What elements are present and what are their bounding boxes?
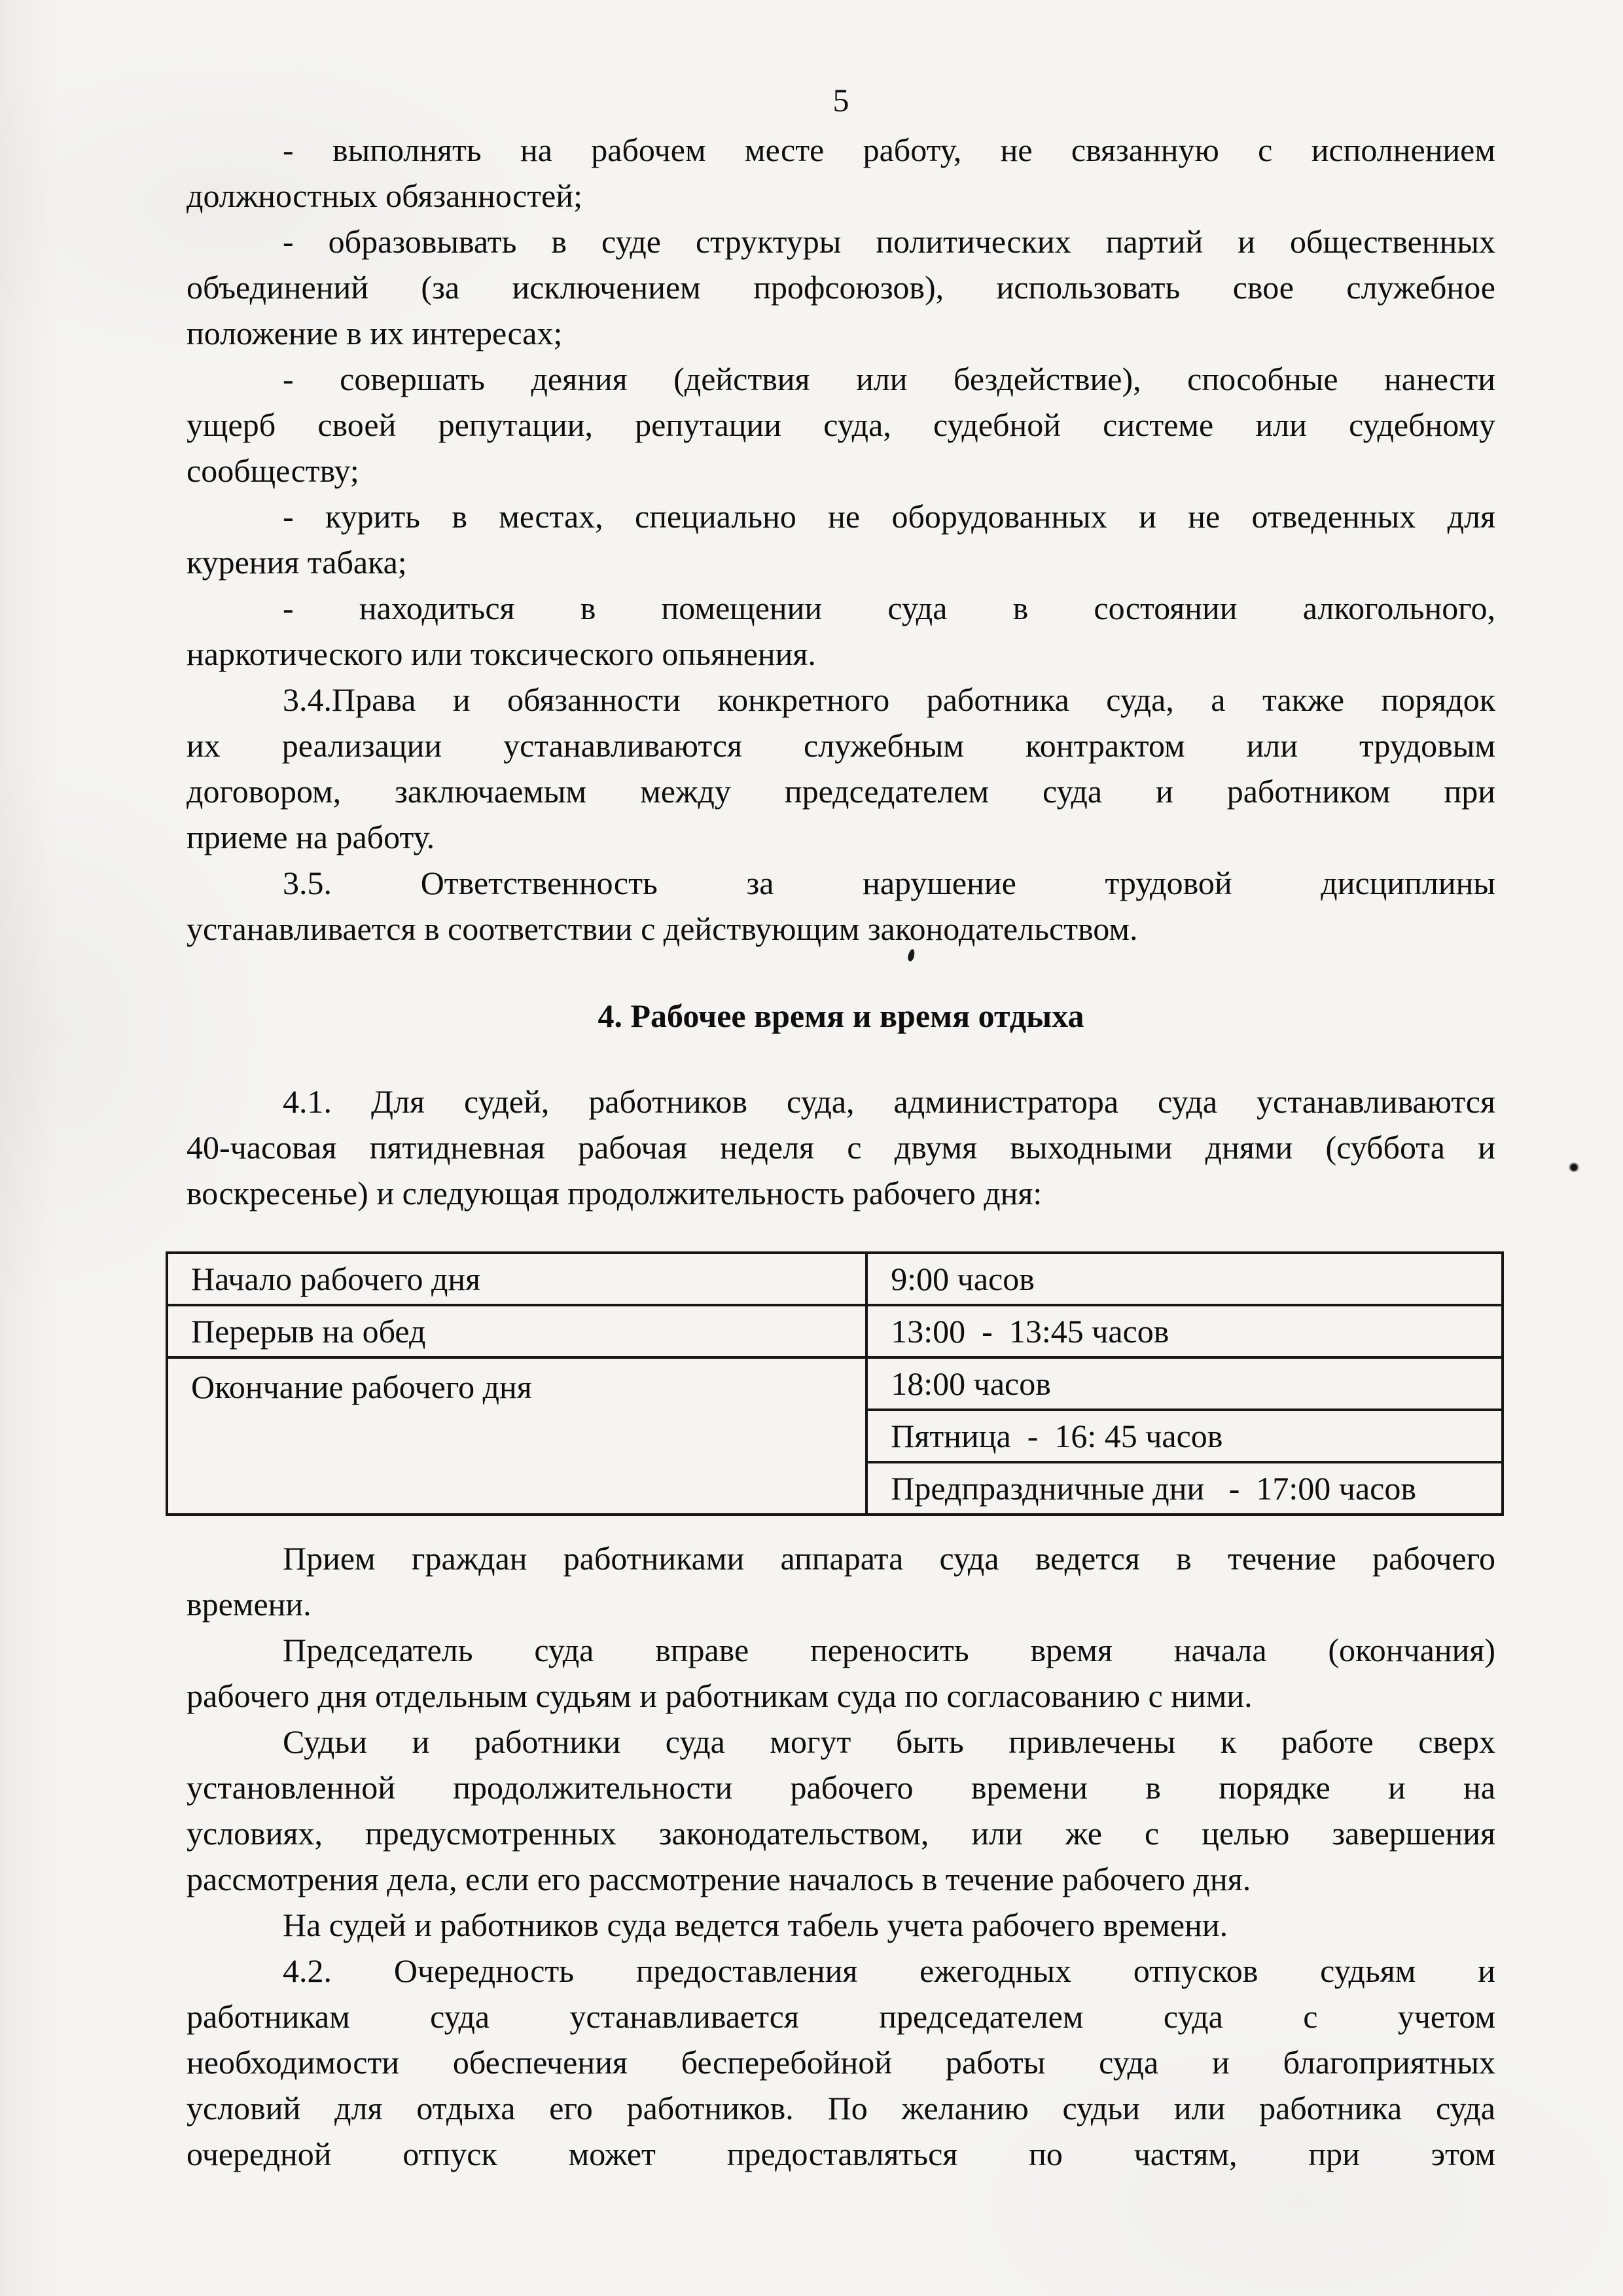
paragraph	[187, 356, 1495, 493]
text-line: объединений (за исключением профсоюзов), использовать свое служебное	[187, 269, 1495, 306]
text-line: На судей и работников суда ведется табель учета рабочего времени.	[283, 1907, 1228, 1943]
text-line: курения табака;	[187, 544, 407, 581]
table-cell-label: Окончание рабочего дня	[167, 1357, 866, 1515]
paragraph	[187, 1719, 1495, 1902]
paragraph	[187, 585, 1495, 677]
paragraph	[187, 493, 1495, 585]
text-line: - находиться в помещении суда в состоянии алкогольного,	[283, 590, 1495, 626]
table-cell-value: 18:00 часов	[866, 1357, 1503, 1410]
text-line: договором, заключаемым между председателем суда и работником при	[187, 773, 1495, 810]
paragraph	[187, 1902, 1495, 1948]
text-line: - совершать деяния (действия или бездействие), способные нанести	[283, 361, 1495, 397]
text-line: Судьи и работники суда могут быть привлечены к работе сверх	[283, 1723, 1495, 1760]
table-cell-value: Предпраздничные дни - 17:00 часов	[866, 1462, 1503, 1515]
paragraph	[187, 1535, 1495, 1627]
table-row	[167, 1253, 1503, 1305]
work-schedule-table	[166, 1251, 1504, 1516]
table-cell-label: Начало рабочего дня	[167, 1253, 866, 1305]
text-line: 3.4.Права и обязанности конкретного работника суда, а также порядок	[283, 681, 1495, 718]
text-line: условий для отдыха его работников. По желанию судьи или работника суда	[187, 2090, 1495, 2126]
text-line: их реализации устанавливаются служебным контрактом или трудовым	[187, 727, 1495, 764]
text-line: времени.	[187, 1586, 312, 1623]
clause-4-1	[187, 1079, 1495, 1216]
text-line: воскресенье) и следующая продолжительность рабочего дня:	[187, 1175, 1043, 1211]
text-line: работникам суда устанавливается председателем суда с учетом	[187, 1998, 1495, 2035]
clauses-after-table	[187, 1535, 1495, 2177]
text-line: 40-часовая пятидневная рабочая неделя с двумя выходными днями (суббота и	[187, 1129, 1495, 1166]
text-line: рассмотрения дела, если его рассмотрение началось в течение рабочего дня.	[187, 1861, 1251, 1897]
text-line: 3.5. Ответственность за нарушение трудовой дисциплины	[283, 865, 1495, 901]
text-line: устанавливается в соответствии с действующим законодательством.	[187, 910, 1138, 947]
text-line: условиях, предусмотренных законодательством, или же с целью завершения	[187, 1815, 1495, 1852]
text-line: установленной продолжительности рабочего времени в порядке и на	[187, 1769, 1495, 1806]
text-line: ущерб своей репутации, репутации суда, судебной системе или судебному	[187, 406, 1495, 443]
table-cell-label: Перерыв на обед	[167, 1305, 866, 1357]
text-line: положение в их интересах;	[187, 315, 563, 351]
paragraph	[187, 1627, 1495, 1719]
text-line: необходимости обеспечения бесперебойной работы суда и благоприятных	[187, 2044, 1495, 2081]
section-4-heading: 4. Рабочее время и время отдыха	[597, 997, 1084, 1034]
text-line: должностных обязанностей;	[187, 177, 582, 214]
page-number: 5	[832, 82, 849, 118]
text-line: - выполнять на рабочем месте работу, не связанную с исполнением	[283, 132, 1495, 168]
paragraph	[187, 1948, 1495, 2177]
table-cell-value: Пятница - 16: 45 часов	[866, 1410, 1503, 1462]
scan-artifact	[1568, 1162, 1580, 1172]
text-line: Прием граждан работниками аппарата суда ведется в течение рабочего	[283, 1540, 1495, 1577]
paragraph	[187, 219, 1495, 356]
table-cell-value: 9:00 часов	[866, 1253, 1503, 1305]
text-line: - образовывать в суде структуры политических партий и общественных	[283, 223, 1495, 260]
table-row	[167, 1357, 1503, 1410]
table-row	[167, 1305, 1503, 1357]
text-line: Председатель суда вправе переносить время начала (окончания)	[283, 1632, 1495, 1668]
text-line: 4.1. Для судей, работников суда, администратора суда устанавливаются	[283, 1083, 1495, 1120]
text-line: сообществу;	[187, 452, 359, 489]
document-body	[187, 127, 1495, 2177]
text-line: очередной отпуск может предоставляться по частям, при этом	[187, 2136, 1495, 2172]
paragraph	[187, 1079, 1495, 1216]
paragraph	[187, 127, 1495, 219]
paragraph	[187, 677, 1495, 860]
text-line: - курить в местах, специально не оборудованных и не отведенных для	[283, 498, 1495, 535]
section-3-clauses	[187, 127, 1495, 952]
paragraph	[187, 860, 1495, 952]
table-cell-value: 13:00 - 13:45 часов	[866, 1305, 1503, 1357]
text-line: рабочего дня отдельным судьям и работникам суда по согласованию с ними.	[187, 1677, 1253, 1714]
text-line: приеме на работу.	[187, 819, 435, 855]
text-line: наркотического или токсического опьянения.	[187, 636, 816, 672]
text-line: 4.2. Очередность предоставления ежегодных отпусков судьям и	[283, 1952, 1495, 1989]
